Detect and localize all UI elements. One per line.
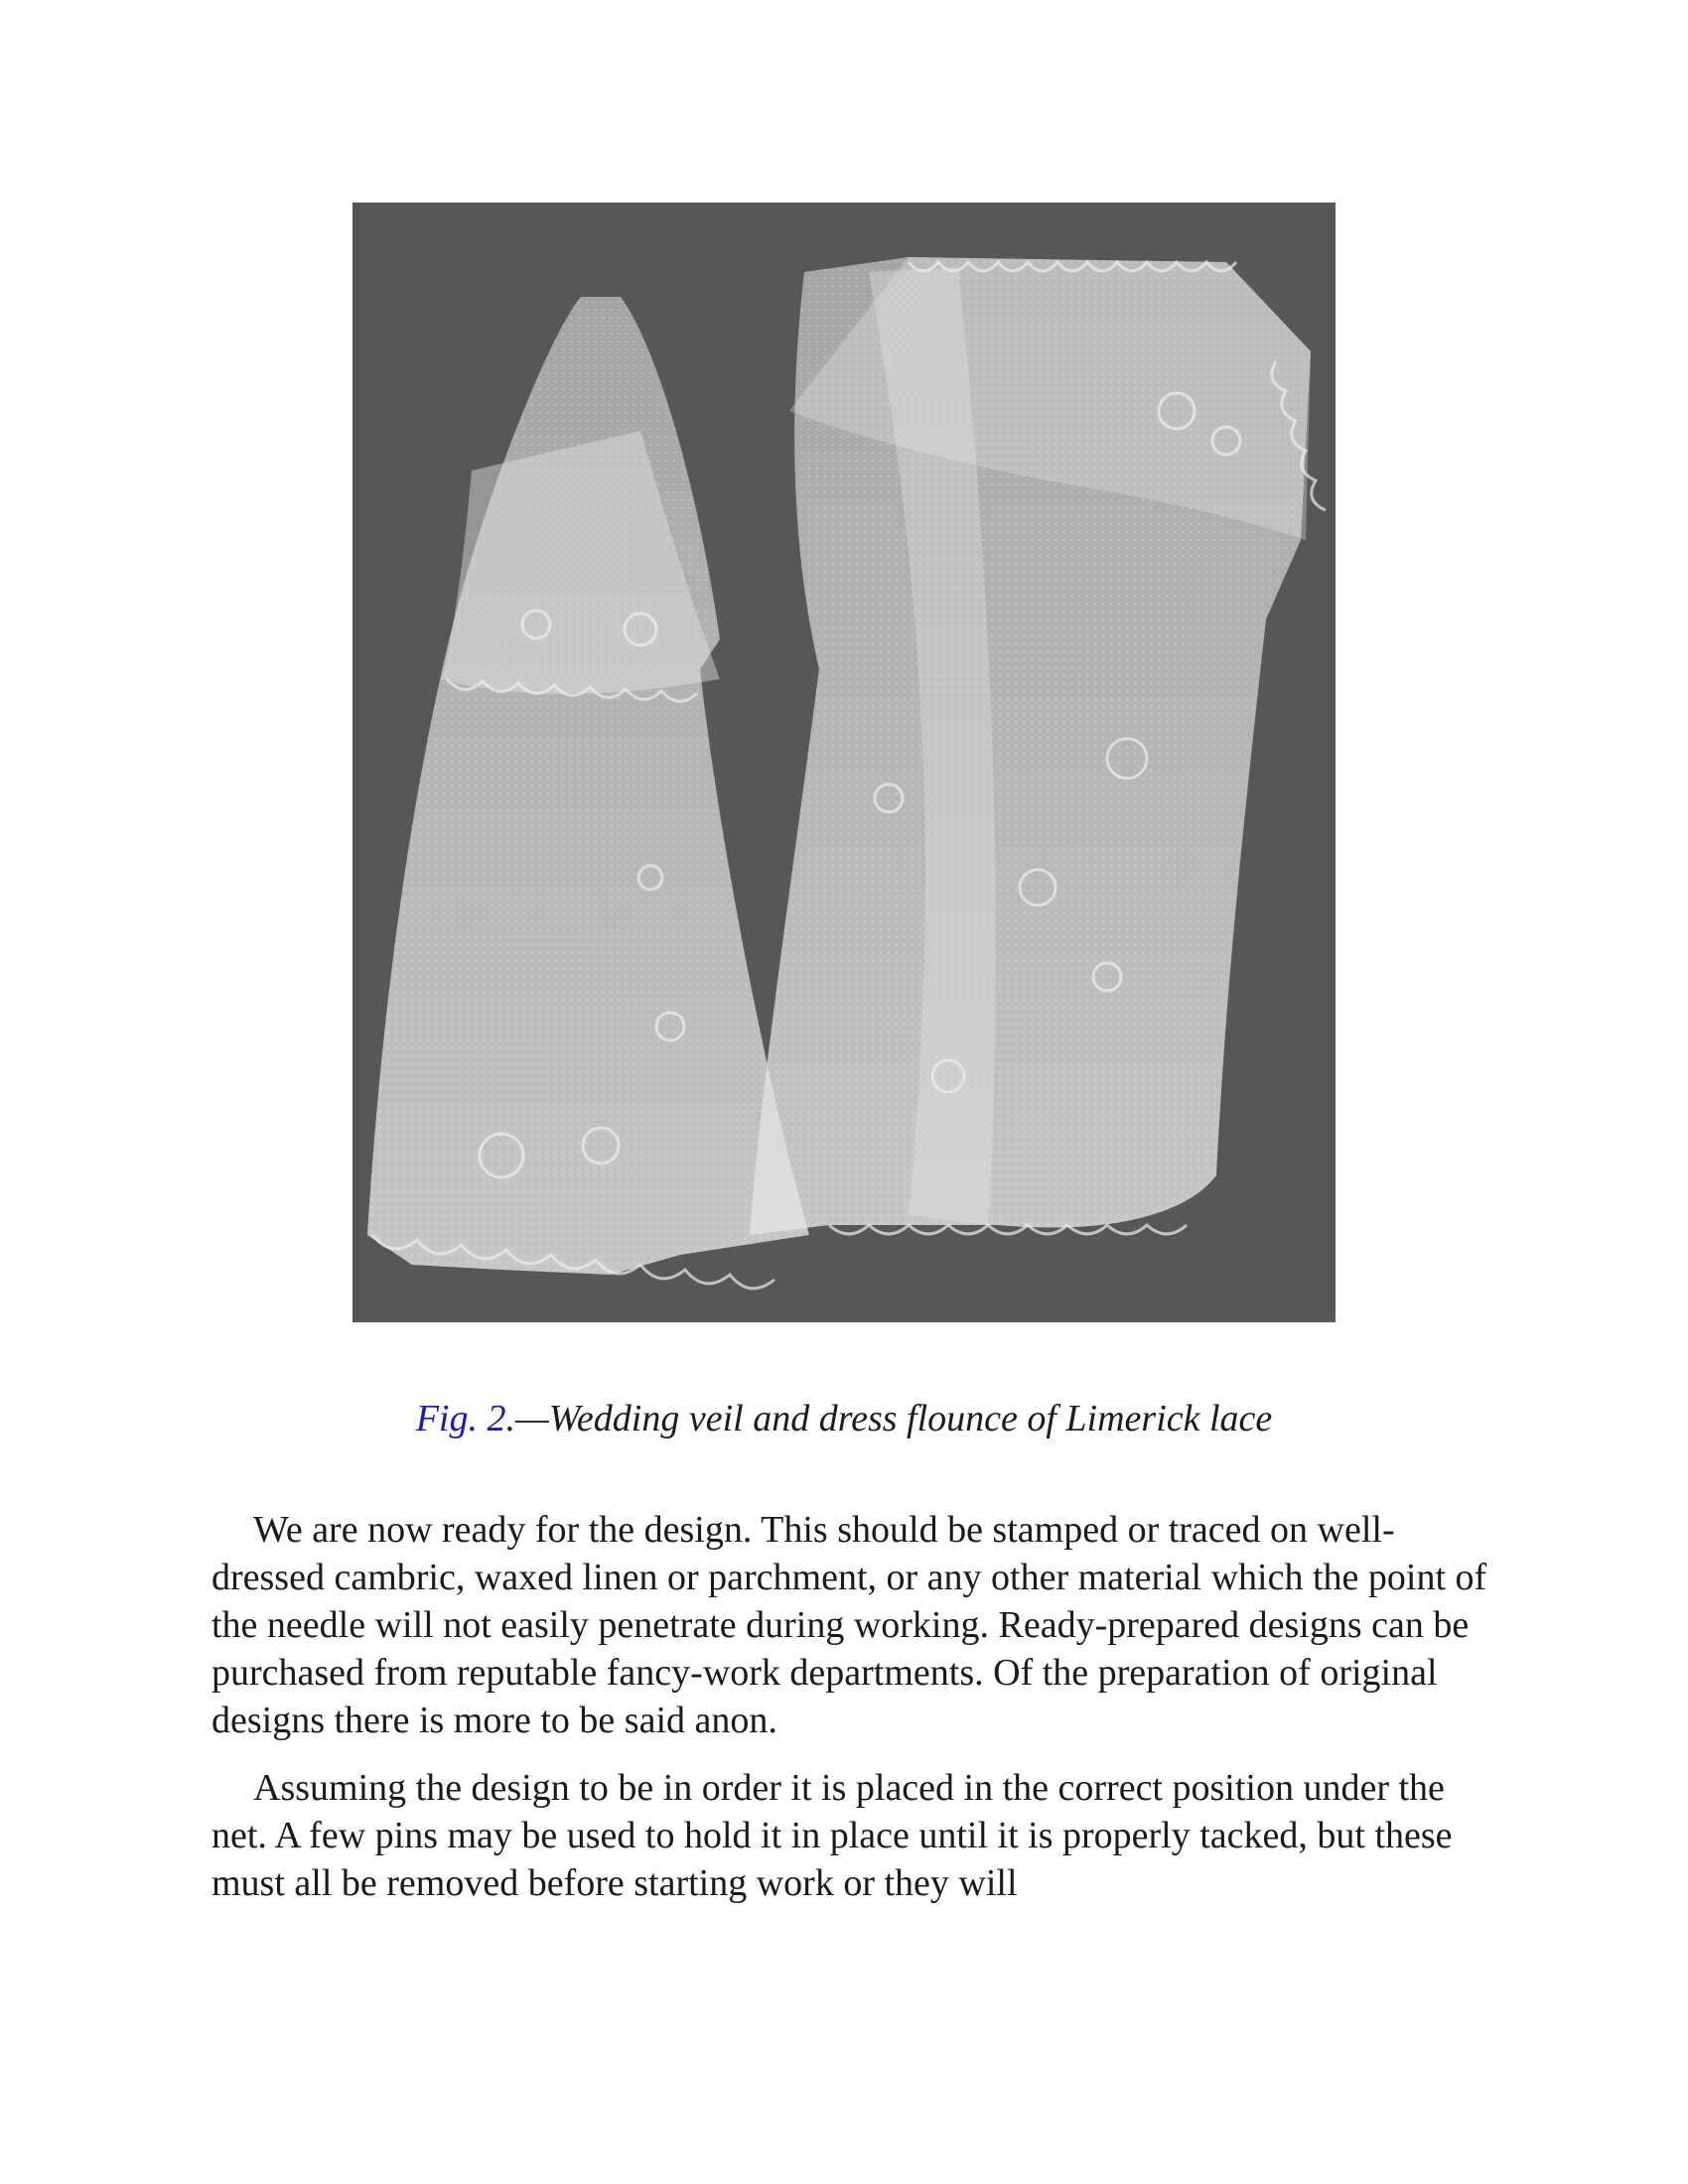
paragraph: We are now ready for the design. This should be stamped or traced on well-dressed cambric, waxed linen or parchment, or any other material which the point of the needle will not easily penetrate during working. Ready-prepared designs can be purchased from reputable fancy-work departments. Of the preparation of original designs there is more to be said anon. <box>211 1509 1487 1741</box>
body-text <box>211 1506 1492 1927</box>
figure-caption-text: .—Wedding veil and dress flounce of Limerick lace <box>505 1398 1273 1439</box>
figure-label-link[interactable]: Fig. 2 <box>415 1398 506 1439</box>
figure-caption <box>0 1395 1688 1442</box>
figure-photograph <box>352 203 1336 1322</box>
paragraph: Assuming the design to be in order it is placed in the correct position under the net. A few pins may be used to hold it in place until it is properly tacked, but these must all be removed before starting work or they will <box>211 1767 1453 1904</box>
lace-veil-photograph-icon <box>352 203 1336 1322</box>
